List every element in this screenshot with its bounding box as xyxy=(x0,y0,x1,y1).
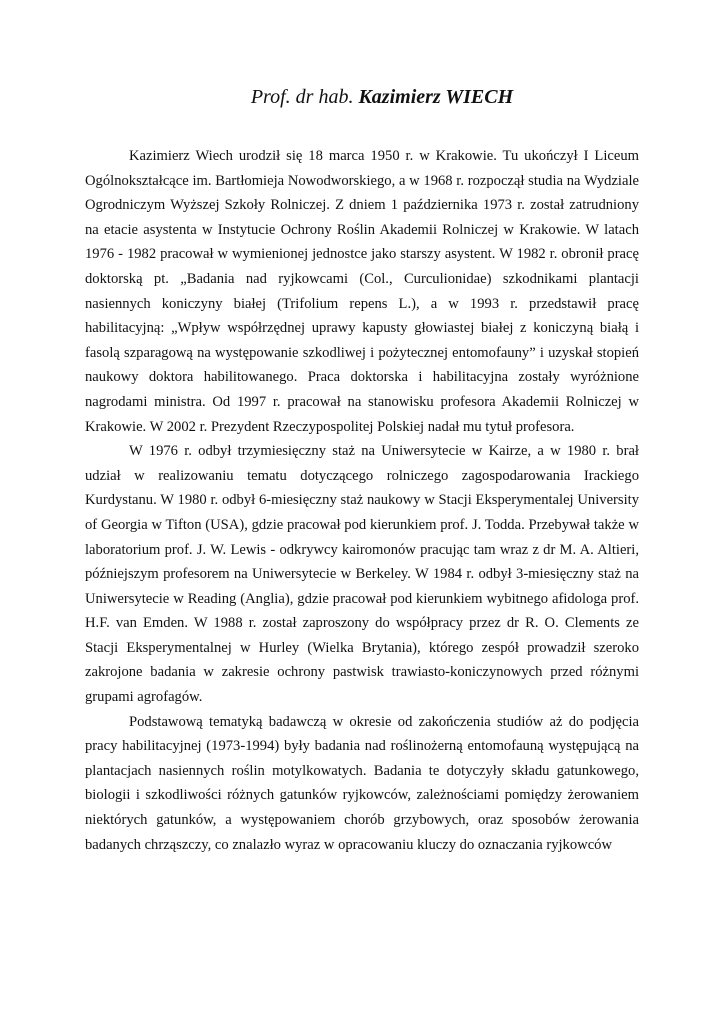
paragraph-internships: W 1976 r. odbył trzymiesięczny staż na Uniwersytecie w Kairze, a w 1980 r. brał udział w realizowaniu tematu dotyczącego rolniczego zagospodarowania Irackiego Kurdystanu. W 1980 r. odbył 6-miesięczny staż naukowy w Stacji Eksperymentalej University of Georgia w Tifton (USA), gdzie pracował pod kierunkiem prof. J. Todda. Przebywał także w laboratorium prof. J. W. Lewis - odkrywcy kairomonów pracując tam wraz z dr M. A. Altieri, późniejszym profesorem na Uniwersytecie w Berkeley. W 1984 r. odbył 3-miesięczny staż na Uniwersytecie w Reading (Anglia), gdzie pracował pod kierunkiem wybitnego afidologa prof. H.F. van Emden. W 1988 r. został zaproszony do współpracy przez dr R. O. Clements ze Stacji Eksperymentalnej w Hurley (Wielka Brytania), którego zespół prowadził szeroko zakrojone badania w zakresie ochrony pastwisk trawiasto-koniczynowych przed różnymi grupami agrofagów. xyxy=(85,443,639,706)
paragraph-biography: Kazimierz Wiech urodził się 18 marca 1950 r. w Krakowie. Tu ukończył I Liceum Ogólnokształcące im. Bartłomieja Nowodworskiego, a w 1968 r. rozpoczął studia na Wydziale Ogrodniczym Wyższej Szkoły Rolniczej. Z dniem 1 października 1973 r. został zatrudniony na etacie asystenta w Instytucie Ochrony Roślin Akademii Rolniczej w Krakowie. W latach 1976 - 1982 pracował w wymienionej jednostce jako starszy asystent. W 1982 r. obronił pracę doktorską pt. „Badania nad ryjkowcami (Col., Curculionidae) szkodnikami plantacji nasiennych koniczyny białej (Trifolium repens L.), a w 1993 r. przedstawił pracę habilitacyjną: „Wpływ współrzędnej uprawy kapusty głowiastej białej z koniczyną białą i fasolą szparagową na występowanie szkodliwej i pożytecznej entomofauny” i uzyskał stopień naukowy doktora habilitowanego. Praca doktorska i habilitacyjna zostały wyróżnione nagrodami ministra. Od 1997 r. pracował na stanowisku profesora Akademii Rolniczej w Krakowie. W 2002 r. Prezydent Rzeczypospolitej Polskiej nadał mu tytuł profesora. xyxy=(85,148,639,435)
title-prefix: Prof. dr hab. xyxy=(250,86,359,108)
title-name: Kazimierz WIECH xyxy=(358,86,514,108)
paragraph-research: Podstawową tematyką badawczą w okresie od zakończenia studiów aż do podjęcia pracy habilitacyjnej (1973-1994) były badania nad roślinożerną entomofauną występującą na plantacjach nasiennych roślin motylkowatych. Badania te dotyczyły składu gatunkowego, biologii i szkodliwości różnych gatunków ryjkowców, zależnościami pomiędzy żerowaniem niektórych gatunków, a występowaniem chorób grzybowych, oraz sposobów żerowania badanych chrząszczy, co znalazło wyraz w opracowaniu kluczy do oznaczania ryjkowców xyxy=(85,713,639,853)
page-title xyxy=(85,84,639,110)
document-body xyxy=(85,144,639,857)
